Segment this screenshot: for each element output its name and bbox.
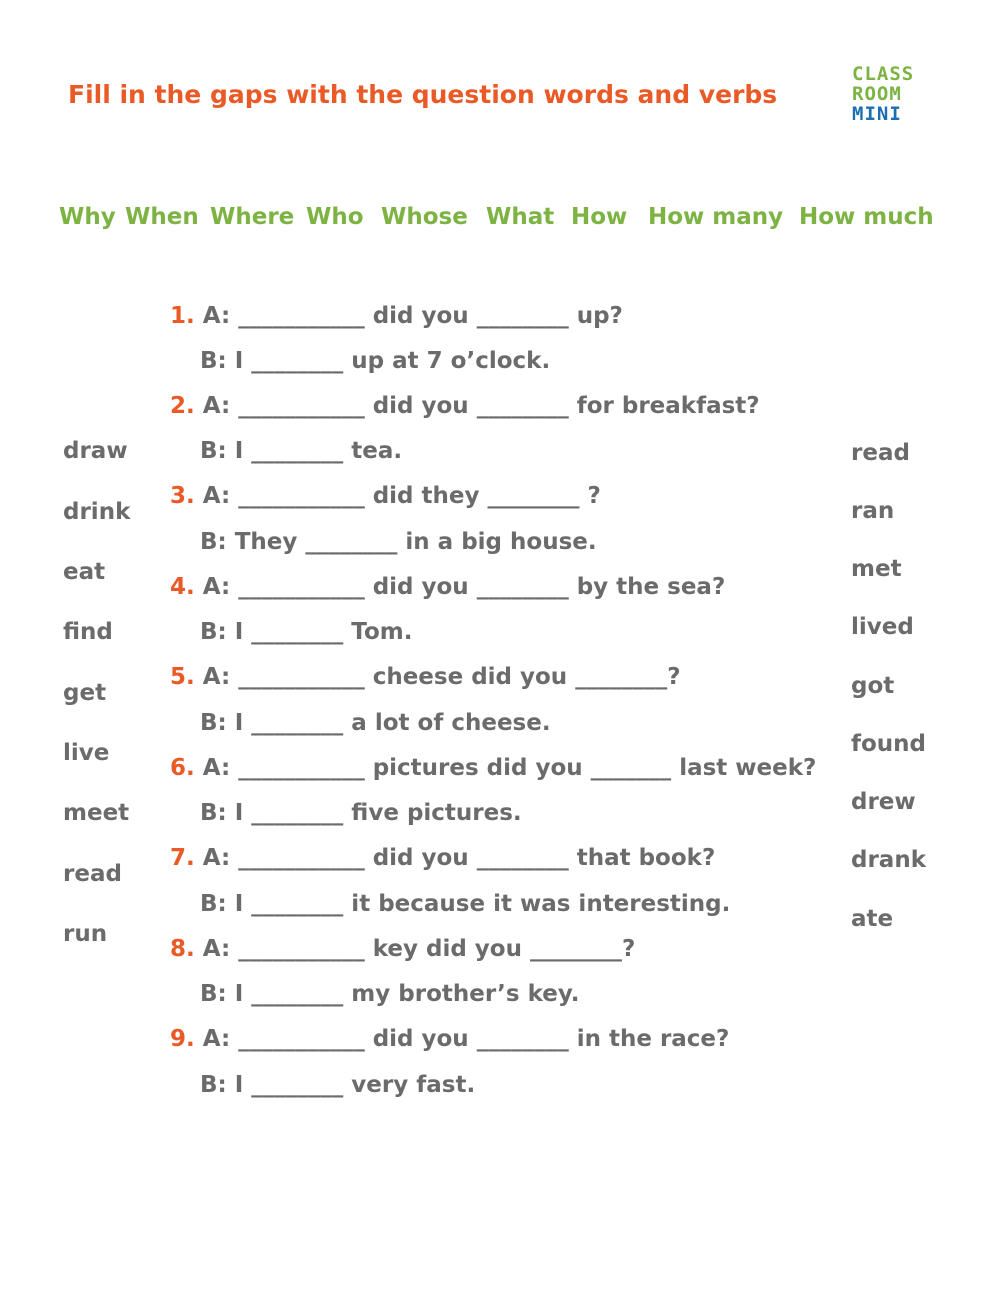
exercise-number: 4.: [170, 574, 195, 600]
right-verb: found: [851, 731, 927, 757]
question-line: A: ___________ did you ________ up?: [194, 303, 623, 329]
exercise-9-question: [170, 1026, 729, 1052]
logo-line-3: MINI: [852, 103, 902, 125]
left-verb: meet: [63, 800, 130, 826]
exercise-number: 8.: [170, 936, 195, 962]
exercise-6-answer: B: I ________ five pictures.: [200, 800, 522, 826]
worksheet-title: Fill in the gaps with the question words and verbs: [68, 80, 778, 109]
right-verb: drew: [851, 789, 916, 815]
question-line: A: ___________ did they ________ ?: [194, 483, 601, 509]
left-verb: get: [63, 680, 107, 706]
right-verb: got: [851, 673, 895, 699]
logo-line-2: ROOM: [852, 83, 902, 105]
question-word: How: [571, 204, 628, 230]
question-word: Who: [306, 204, 364, 230]
left-verb: find: [63, 619, 113, 645]
left-verb: live: [63, 740, 110, 766]
exercise-1-answer: B: I ________ up at 7 o’clock.: [200, 348, 551, 374]
logo-line-1: CLASS: [852, 63, 915, 85]
question-line: A: ___________ pictures did you _______ last week?: [194, 755, 817, 781]
exercise-3-question: [170, 483, 601, 509]
exercise-2-question: [170, 393, 760, 419]
question-word: Why: [59, 204, 116, 230]
right-verb: ran: [851, 498, 895, 524]
left-verb: run: [63, 921, 108, 947]
question-line: A: ___________ did you ________ by the sea?: [194, 574, 726, 600]
question-word: What: [486, 204, 555, 230]
question-word: How many: [648, 204, 784, 230]
left-verb: read: [63, 861, 122, 887]
question-word: How much: [799, 204, 934, 230]
exercise-3-answer: B: They ________ in a big house.: [200, 529, 597, 555]
exercise-number: 1.: [170, 303, 195, 329]
question-word: Whose: [381, 204, 468, 230]
exercise-number: 5.: [170, 664, 195, 690]
question-line: A: ___________ did you ________ in the race?: [194, 1026, 730, 1052]
left-verb: eat: [63, 559, 106, 585]
exercise-7-question: [170, 845, 715, 871]
exercise-2-answer: B: I ________ tea.: [200, 438, 403, 464]
question-word: Where: [210, 204, 295, 230]
exercise-4-question: [170, 574, 725, 600]
left-verb: drink: [63, 499, 131, 525]
right-verb: read: [851, 440, 910, 466]
exercise-1-question: [170, 303, 623, 329]
exercise-9-answer: B: I ________ very fast.: [200, 1072, 476, 1098]
exercise-8-answer: B: I ________ my brother’s key.: [200, 981, 580, 1007]
exercise-number: 7.: [170, 845, 195, 871]
exercise-7-answer: B: I ________ it because it was interesting.: [200, 891, 731, 917]
question-line: A: ___________ did you ________ for breakfast?: [194, 393, 760, 419]
exercise-number: 6.: [170, 755, 195, 781]
right-verb: drank: [851, 847, 926, 873]
exercise-4-answer: B: I ________ Tom.: [200, 619, 413, 645]
question-word: When: [125, 204, 199, 230]
question-line: A: ___________ key did you ________?: [194, 936, 636, 962]
classroom-mini-logo: [852, 64, 932, 124]
question-line: A: ___________ cheese did you ________?: [194, 664, 681, 690]
exercise-number: 2.: [170, 393, 195, 419]
exercise-6-question: [170, 755, 816, 781]
exercise-number: 3.: [170, 483, 195, 509]
right-verb: lived: [851, 614, 914, 640]
exercise-number: 9.: [170, 1026, 195, 1052]
exercise-5-question: [170, 664, 681, 690]
left-verb: draw: [63, 438, 128, 464]
exercise-8-question: [170, 936, 635, 962]
question-line: A: ___________ did you ________ that book?: [194, 845, 716, 871]
exercise-5-answer: B: I ________ a lot of cheese.: [200, 710, 551, 736]
right-verb: ate: [851, 906, 894, 932]
right-verb: met: [851, 556, 902, 582]
